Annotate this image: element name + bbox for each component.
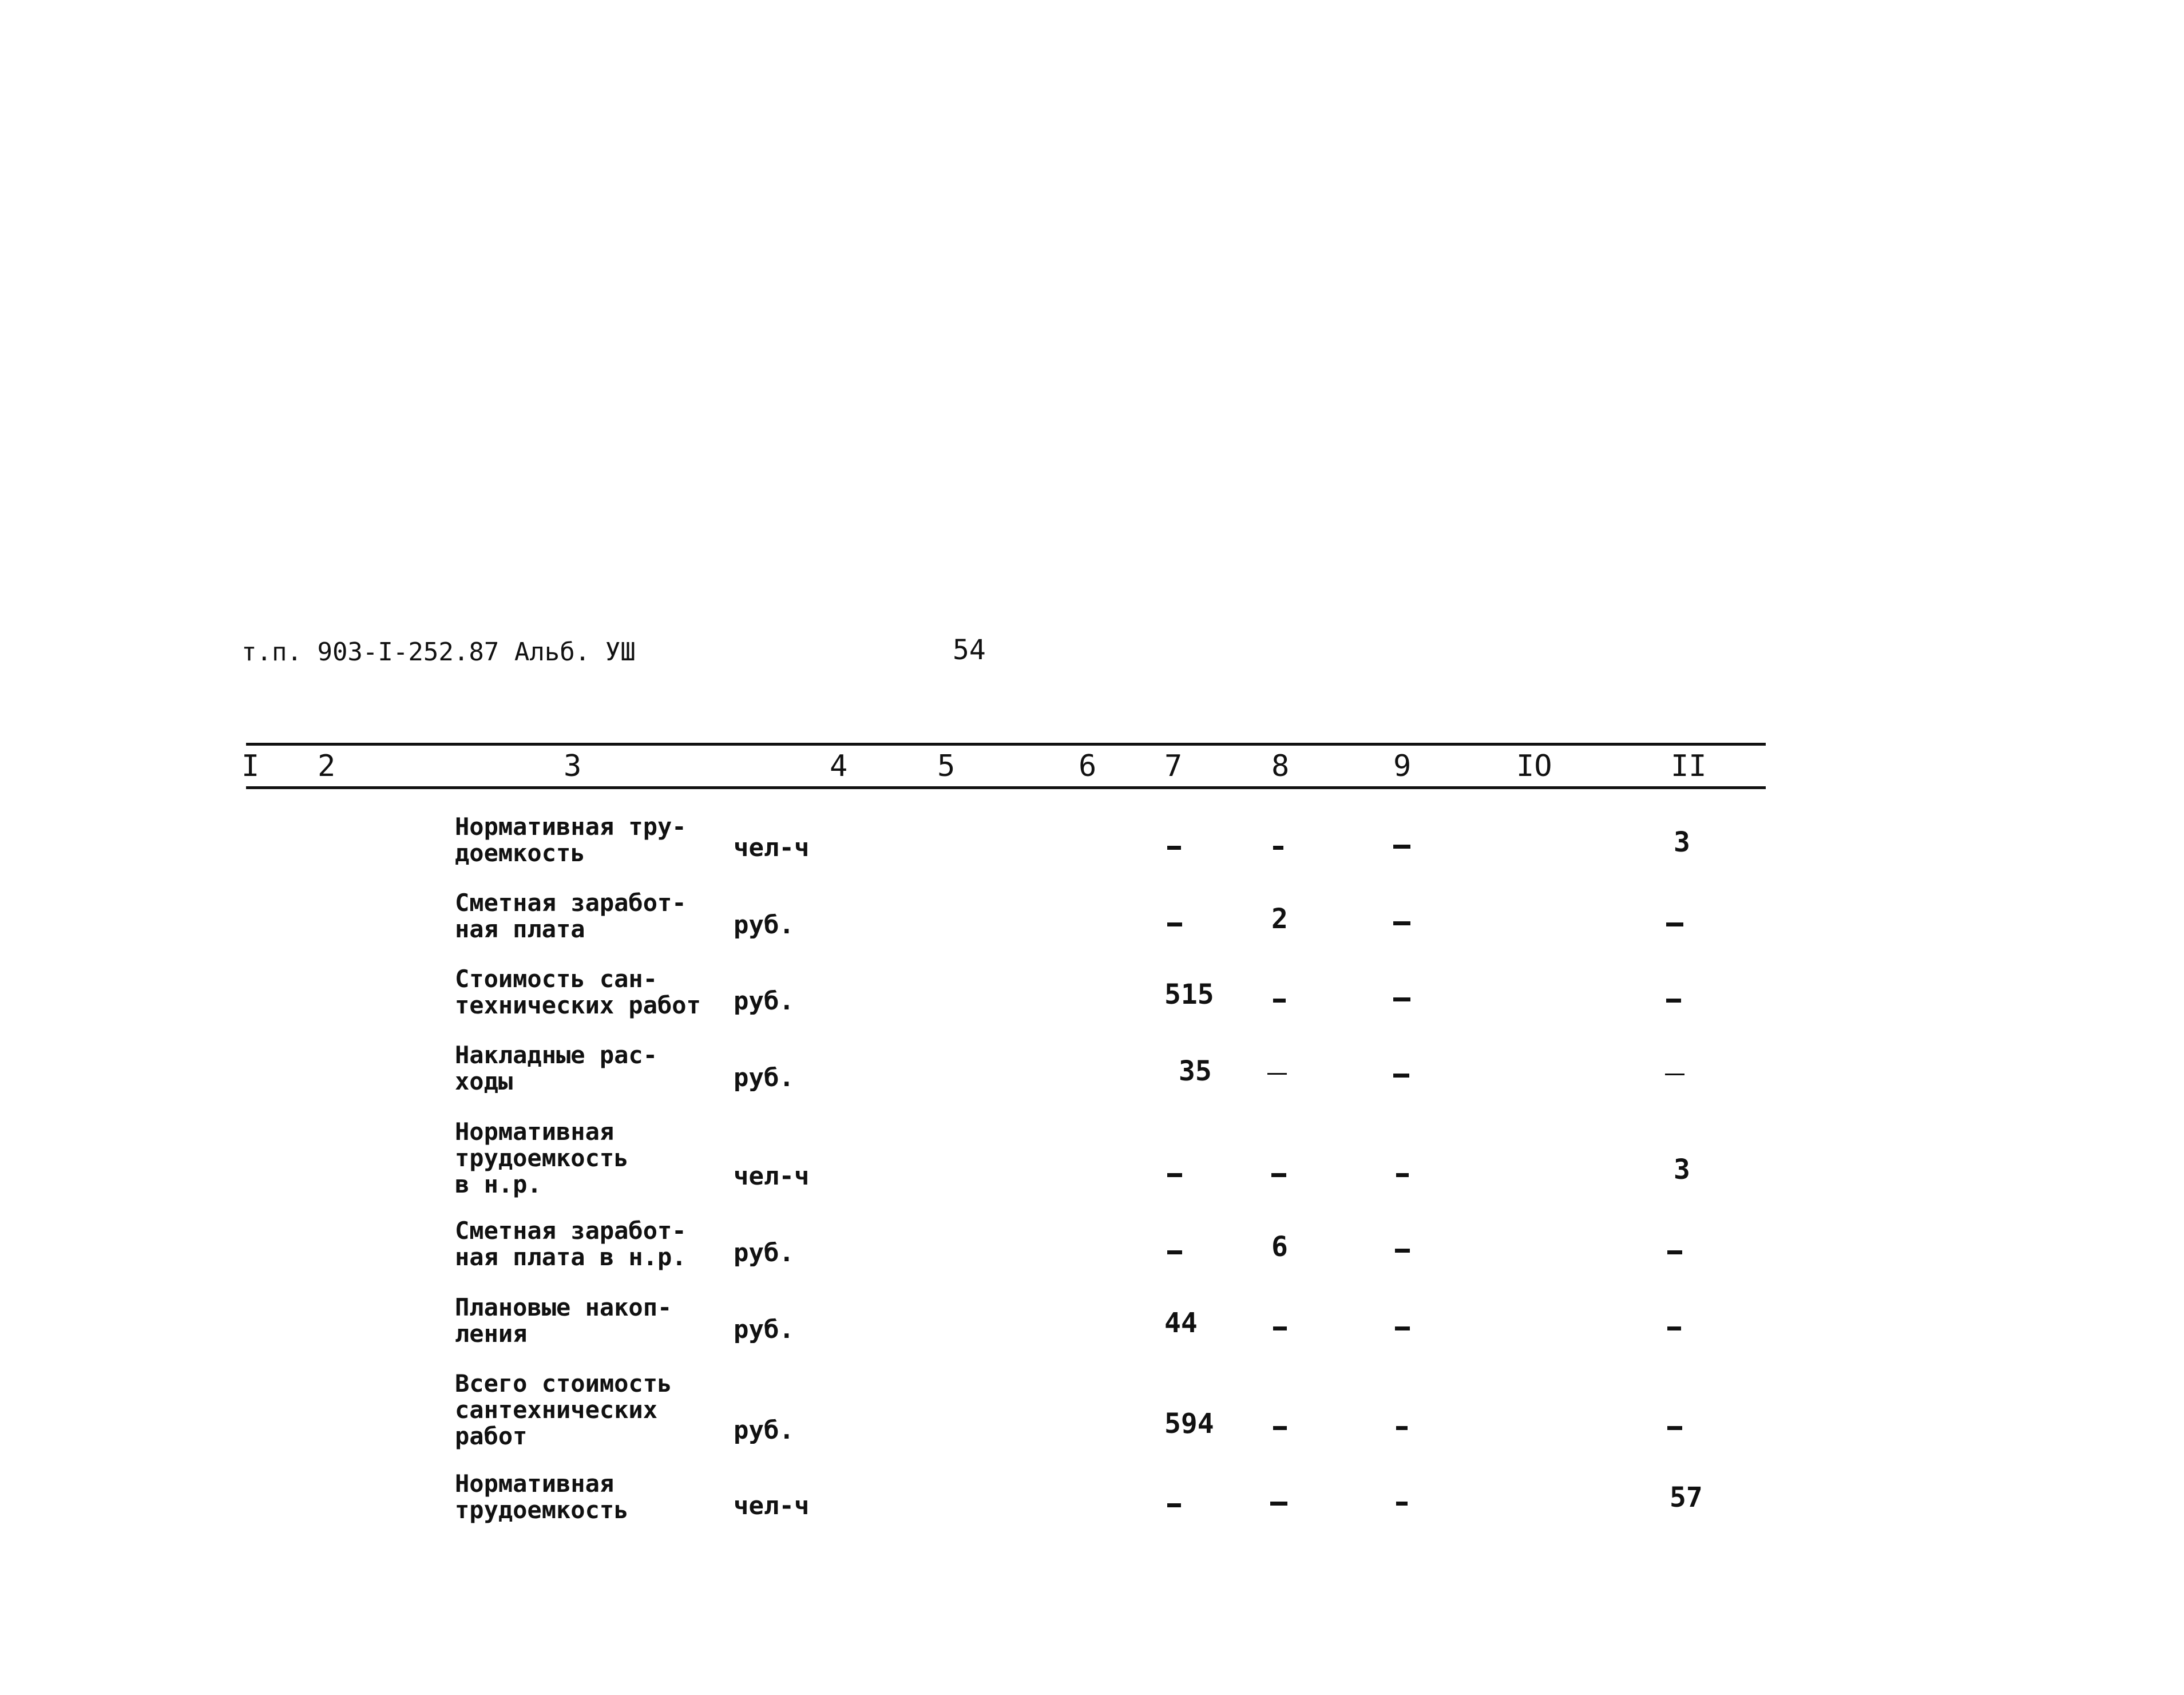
column-header-10: IO bbox=[1516, 749, 1552, 783]
column-header-1: I bbox=[241, 749, 260, 783]
row-9-col11-value: 57 bbox=[1670, 1482, 1703, 1514]
row-9-label: Нормативная трудоемкость bbox=[455, 1470, 629, 1524]
row-3-col8-dash bbox=[1273, 999, 1286, 1003]
row-8-unit: руб. bbox=[734, 1416, 794, 1445]
row-7-col9-dash bbox=[1395, 1326, 1410, 1330]
row-9-col7-dash bbox=[1167, 1503, 1181, 1507]
row-8-label: Всего стоимость сантехнических работ bbox=[455, 1369, 672, 1450]
row-2-col9-dash bbox=[1393, 921, 1410, 925]
row-3-col7-value: 515 bbox=[1164, 979, 1214, 1011]
table-header-rule bbox=[246, 786, 1766, 789]
row-7-col8-dash bbox=[1273, 1326, 1287, 1330]
document-reference: т.п. 903-I-252.87 Альб. УШ bbox=[241, 637, 636, 667]
row-8-col11-dash bbox=[1667, 1426, 1682, 1430]
row-2-col7-dash bbox=[1167, 922, 1182, 926]
row-4-unit: руб. bbox=[734, 1063, 794, 1092]
row-3-unit: руб. bbox=[734, 987, 794, 1016]
column-header-9: 9 bbox=[1393, 749, 1412, 783]
row-6-label: Сметная заработ- ная плата в н.р. bbox=[455, 1217, 687, 1271]
row-8-col7-value: 594 bbox=[1164, 1408, 1214, 1440]
column-header-3: 3 bbox=[564, 749, 582, 783]
row-5-unit: чел-ч bbox=[734, 1162, 810, 1191]
row-4-col8-dash bbox=[1267, 1073, 1287, 1075]
column-header-8: 8 bbox=[1271, 749, 1290, 783]
row-6-col9-dash bbox=[1395, 1249, 1410, 1253]
column-header-7: 7 bbox=[1164, 749, 1183, 783]
row-9-unit: чел-ч bbox=[734, 1491, 810, 1520]
row-8-col9-dash bbox=[1396, 1426, 1408, 1430]
row-8-col8-dash bbox=[1273, 1426, 1287, 1430]
row-7-label: Плановые накоп- ления bbox=[455, 1293, 672, 1348]
row-6-col11-dash bbox=[1667, 1250, 1682, 1254]
row-1-col8-dash bbox=[1273, 846, 1283, 850]
row-4-col11-dash bbox=[1665, 1074, 1684, 1075]
row-9-col9-dash bbox=[1396, 1502, 1408, 1506]
row-4-col7-value: 35 bbox=[1179, 1055, 1212, 1087]
row-5-col9-dash bbox=[1396, 1173, 1409, 1177]
row-2-col11-dash bbox=[1666, 922, 1683, 926]
row-2-unit: руб. bbox=[734, 910, 794, 940]
table-top-rule bbox=[246, 743, 1766, 746]
row-2-col8-value: 2 bbox=[1271, 903, 1288, 935]
row-7-unit: руб. bbox=[734, 1315, 794, 1344]
row-5-col8-dash bbox=[1271, 1173, 1286, 1177]
row-1-col9-dash bbox=[1393, 845, 1410, 849]
row-2-label: Сметная заработ- ная плата bbox=[455, 889, 687, 943]
row-4-label: Накладные рас- ходы bbox=[455, 1041, 658, 1095]
row-3-col11-dash bbox=[1666, 999, 1681, 1003]
column-header-5: 5 bbox=[937, 749, 956, 783]
row-9-col8-dash bbox=[1270, 1502, 1287, 1506]
row-6-col7-dash bbox=[1167, 1250, 1182, 1254]
row-5-label: Нормативная трудоемкость в н.р. bbox=[455, 1118, 629, 1198]
column-header-11: II bbox=[1671, 749, 1707, 783]
column-header-2: 2 bbox=[318, 749, 336, 783]
row-6-col8-value: 6 bbox=[1271, 1231, 1288, 1263]
page-number: 54 bbox=[953, 634, 986, 666]
row-7-col11-dash bbox=[1667, 1326, 1681, 1330]
row-5-col7-dash bbox=[1167, 1173, 1182, 1177]
row-1-col7-dash bbox=[1167, 846, 1181, 850]
column-header-6: 6 bbox=[1079, 749, 1097, 783]
row-7-col7-value: 44 bbox=[1164, 1307, 1198, 1339]
row-3-col9-dash bbox=[1393, 997, 1410, 1001]
row-1-col11-value: 3 bbox=[1674, 826, 1690, 858]
column-header-4: 4 bbox=[830, 749, 848, 783]
row-4-col9-dash bbox=[1393, 1074, 1409, 1078]
row-1-label: Нормативная тру- доемкость bbox=[455, 813, 687, 867]
row-5-col11-value: 3 bbox=[1674, 1154, 1690, 1186]
row-6-unit: руб. bbox=[734, 1238, 794, 1268]
row-1-unit: чел-ч bbox=[734, 833, 810, 862]
row-3-label: Стоимость сан- технических работ bbox=[455, 965, 701, 1019]
